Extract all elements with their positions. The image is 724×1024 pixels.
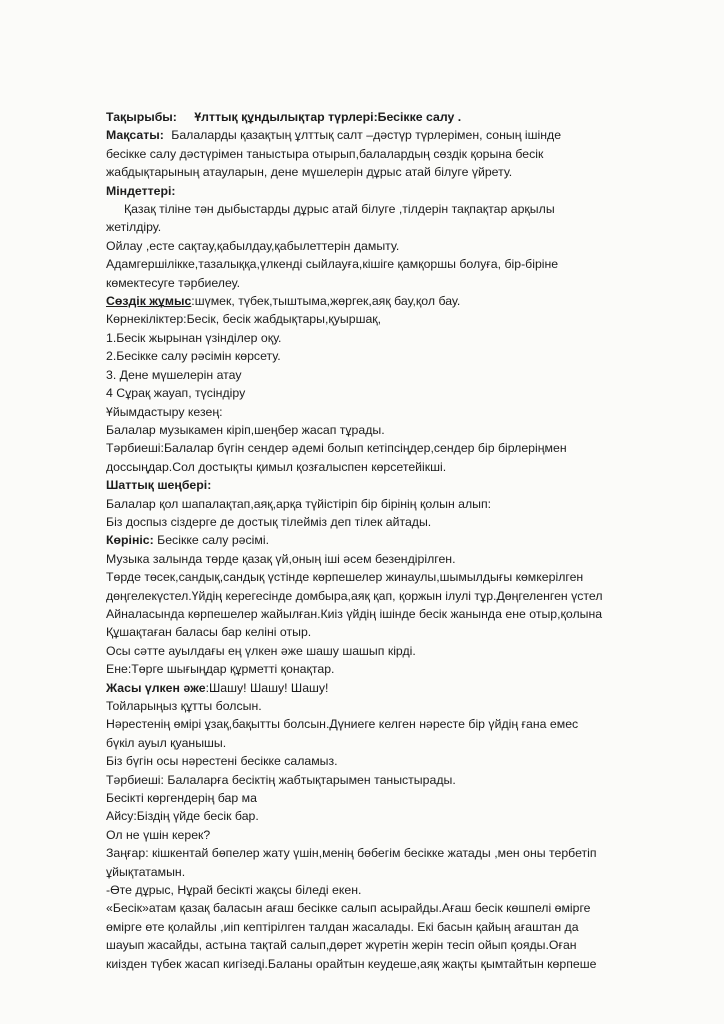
elder-label: Жасы үлкен әже [106, 680, 206, 695]
org-label: Ұйымдастыру кезең: [106, 404, 223, 419]
step-3: 3. Дене мүшелерін атау [106, 367, 242, 382]
tasks-line-5: көмектесуге тәрбиелеу. [106, 275, 240, 290]
final-line-3: бүкіл ауыл қуанышы. [106, 735, 227, 750]
document-page [106, 108, 706, 973]
final-line-2: Нәрестенің өмірі ұзақ,бақытты болсын.Дүниеге келген нәресте бір үйдің ғана емес [106, 717, 579, 732]
step-2: 2.Бесікке салу рәсімін көрсету. [106, 349, 281, 364]
step-1: 1.Бесік жырынан үзінділер оқу. [106, 330, 282, 345]
scene-line-7: Ене:Төрге шығыңдар құрметті қонақтар. [106, 662, 335, 677]
scene-line-6: Осы сәтте ауылдағы ең үлкен әже шашу шашып кірді. [106, 643, 416, 658]
final-line-8: Ол не үшін керек? [106, 827, 211, 842]
elder-text: :Шашу! Шашу! Шашу! [205, 680, 329, 695]
tasks-line-4: Адамгершілікке,тазалыққа,үлкенді сыйлауға,кішіге қамқоршы болуға, бір-біріне [106, 257, 559, 272]
scene-label: Көрініс: [106, 533, 154, 548]
org-line-2: Тәрбиеші:Балалар бүгін сендер әдемі болып кетіпсіңдер,сендер бір бірлеріңмен [106, 441, 567, 456]
final-line-4: Біз бүгін осы нәрестені бесікке саламыз. [106, 754, 338, 769]
scene-line [106, 531, 706, 549]
scene-text: Бесікке салу рәсімі. [153, 533, 269, 548]
vocab-label: Сөздік жұмыс [106, 294, 192, 309]
title-line [106, 108, 706, 126]
scene-line-5: Құшақтаған баласы бар келіні отыр. [106, 625, 312, 640]
final-line-14: шауып жасайды, астына тақтай салып,дөрет жүретін жерін тесіп ойып қояды.Оған [106, 938, 577, 953]
visuals-line: Көрнекіліктер:Бесік, бесік жабдықтары,қуыршақ, [106, 312, 382, 327]
scene-line-3: дөңгелекүстел.Үйдің керегесінде домбыра,аяқ қап, қоржын ілулі тұр.Дөңгеленген үстел [106, 588, 603, 603]
final-line-10: ұйықтатамын. [106, 864, 186, 879]
final-line-9: Заңғар: кішкентай бөпелер жату үшін,менің бөбегім бесікке жатады ,мен оны тербетіп [106, 846, 597, 861]
final-line-7: Айсу:Біздің үйде бесік бар. [106, 809, 259, 824]
title-text: Ұлттық құндылықтар түрлері:Бесікке салу . [194, 110, 462, 124]
scene-line-4: Айналасында көрпешелер жайылған.Киіз үйдің ішінде бесік жанында ене отыр,қолына [106, 606, 603, 621]
vocab-text: :шүмек, түбек,тыштыма,жөргек,аяқ бау,қол бау. [191, 294, 461, 309]
circle-line-1: Балалар қол шапалақтап,аяқ,арқа түйістіріп бір бірінің қолын алып: [106, 496, 492, 511]
final-line-13: өмірге өте қолайлы ,иіп кептірілген талдан жасалады. Екі басын қайың ағаштан да [106, 919, 579, 934]
goal-line-1 [106, 126, 706, 144]
tasks-line-1: Қазақ тіліне тән дыбыстарды дұрыс атай білуге ,тілдерін тақпақтар арқылы [124, 202, 555, 217]
final-line-5: Тәрбиеші: Балаларға бесіктің жабтықтарымен таныстырады. [106, 772, 456, 787]
title-label: Тақырыбы: [106, 110, 177, 124]
elder-line [106, 679, 706, 697]
final-line-15: киізден түбек жасап кигізеді.Баланы орайтын кеудеше,аяқ жақты қымтайтын көрпеше [106, 956, 597, 971]
final-line-11: -Өте дұрыс, Нұрай бесікті жақсы біледі екен. [106, 883, 362, 898]
org-line-1: Балалар музыкамен кіріп,шеңбер жасап тұрады. [106, 422, 385, 437]
tasks-line-2: жетілдіру. [106, 220, 162, 235]
step-4: 4 Сұрақ жауап, түсіндіру [106, 386, 246, 401]
tasks-line-3: Ойлау ,есте сақтау,қабылдау,қабылеттерін дамыту. [106, 238, 400, 253]
circle-label: Шаттық шеңбері: [106, 478, 212, 493]
scene-line-1: Музыка залында төрде қазақ үй,оның іші әсем безендірілген. [106, 551, 456, 566]
circle-line-2: Біз доспыз сіздерге де достық тілейміз деп тілек айтады. [106, 514, 432, 529]
goal-text-1: Балаларды қазақтың ұлттық салт –дәстүр түрлерімен, соның ішінде [167, 128, 562, 143]
goal-line-2: бесікке салу дәстүрімен таныстыра отырып,балалардың сөздік қорына бесік [106, 146, 544, 161]
goal-label: Мақсаты: [106, 128, 164, 143]
final-line-12: «Бесік»атам қазақ баласын ағаш бесікке салып асырайды.Ағаш бесік көшпелі өмірге [106, 901, 591, 916]
scene-line-2: Төрде төсек,сандық,сандық үстінде көрпешелер жинаулы,шымылдығы көмкерілген [106, 570, 584, 585]
final-line-1: Тойларыңыз құтты болсын. [106, 699, 262, 713]
goal-line-3: жабдықтарының атауларын, дене мүшелерін дұрыс атай білуге үйрету. [106, 165, 513, 180]
tasks-label: Міндеттері: [106, 183, 176, 198]
org-line-3: доссыңдар.Сол достықты қимыл қозғалыспен көрсетейікші. [106, 459, 447, 474]
vocab-line [106, 292, 706, 310]
final-line-6: Бесікті көргендерің бар ма [106, 791, 257, 806]
